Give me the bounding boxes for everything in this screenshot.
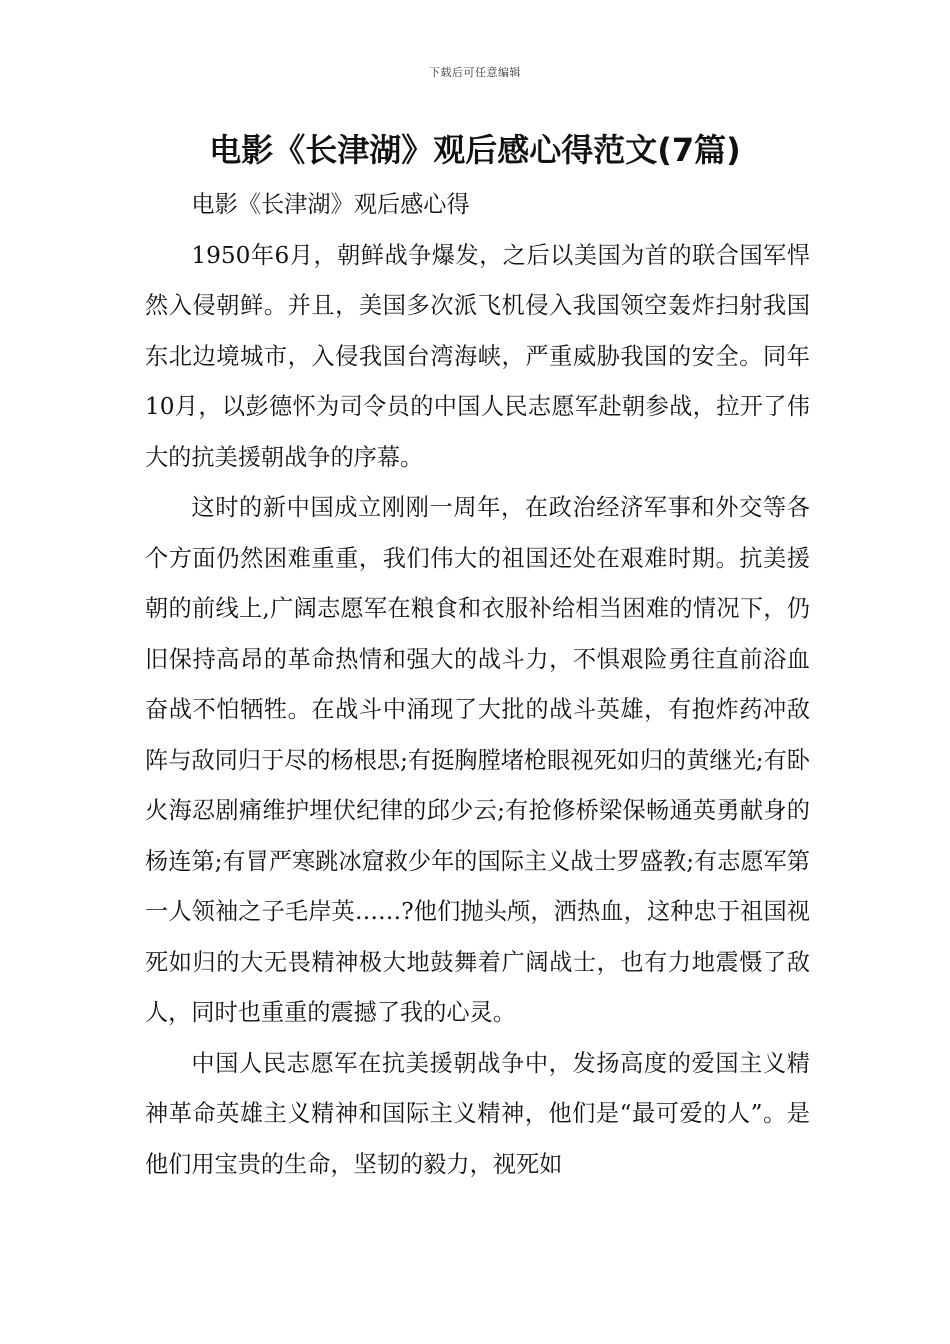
- document-subtitle: 电影《长津湖》观后感心得: [191, 191, 470, 218]
- paragraph-2: 这时的新中国成立刚刚一周年，在政治经济军事和外交等各个方面仍然困难重重，我们伟大的祖国还处在艰难时期。抗美援朝的前线上,广阔志愿军在粮食和衣服补给相当困难的情况下，仍旧保持高昂的革命热情和强大的战斗力，不惧艰险勇往直前浴血奋战不怕牺牲。在战斗中涌现了大批的战斗英雄，有抱炸药冲敌阵与敌同归于尽的杨根思;有挺胸膛堵枪眼视死如归的黄继光;有卧火海忍剧痛维护埋伏纪律的邱少云;有抢修桥梁保畅通英勇献身的杨连第;有冒严寒跳冰窟救少年的国际主义战士罗盛教;有志愿军第一人领袖之子毛岸英……?他们抛头颅，洒热血，这种忠于祖国视死如归的大无畏精神极大地鼓舞着广阔战士，也有力地震慑了敌人，同时也重重的震撼了我的心灵。: [145, 494, 810, 1026]
- paragraph-3: 中国人民志愿军在抗美援朝战争中，发扬高度的爱国主义精神革命英雄主义精神和国际主义精神，他们是“最可爱的人”。是他们用宝贵的生命，坚韧的毅力，视死如: [145, 1049, 810, 1178]
- document-title: 电影《长津湖》观后感心得范文(7篇): [209, 131, 741, 169]
- header-note: 下载后可任意编辑: [429, 66, 521, 79]
- document-body: [145, 180, 810, 1190]
- paragraph-1: 1950年6月，朝鲜战争爆发，之后以美国为首的联合国军悍然入侵朝鲜。并且，美国多次派飞机侵入我国领空轰炸扫射我国东北边境城市，入侵我国台湾海峡，严重威胁我国的安全。同年10月，以彭德怀为司令员的中国人民志愿军赴朝参战，拉开了伟大的抗美援朝战争的序幕。: [145, 241, 810, 471]
